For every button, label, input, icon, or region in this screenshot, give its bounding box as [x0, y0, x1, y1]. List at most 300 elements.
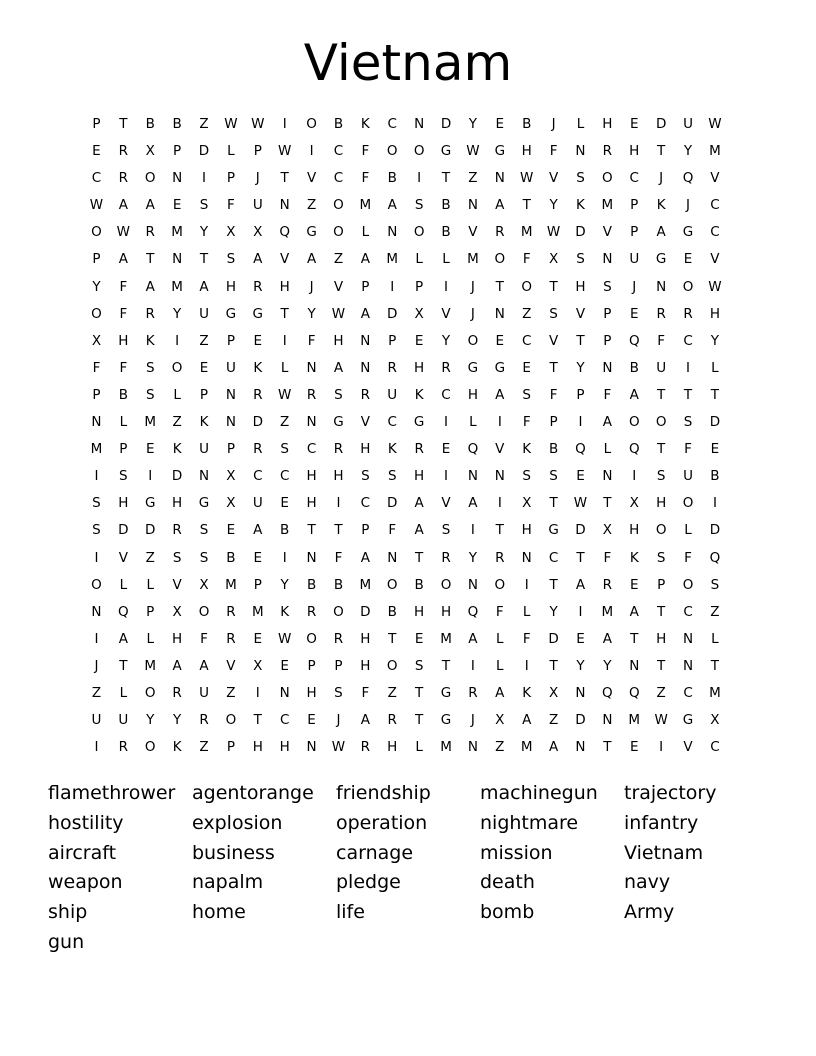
- grid-letter: T: [199, 251, 209, 268]
- grid-letter: T: [388, 630, 397, 647]
- grid-letter: L: [227, 143, 235, 160]
- grid-letter: W: [708, 116, 722, 132]
- grid-letter: A: [360, 549, 370, 566]
- grid-letter: A: [522, 712, 532, 729]
- grid-letter: V: [172, 576, 182, 593]
- grid-letter: Z: [333, 251, 344, 268]
- grid-letter: M: [171, 278, 183, 295]
- grid-letter: K: [522, 441, 532, 458]
- grid-letter: V: [441, 495, 451, 512]
- grid-letter: F: [200, 630, 208, 647]
- grid-letter: T: [441, 170, 451, 187]
- word-list-item: navy: [624, 871, 671, 894]
- grid-letter: V: [360, 414, 370, 431]
- grid-letter: T: [549, 278, 558, 295]
- grid-letter: S: [656, 549, 666, 566]
- grid-letter: Y: [441, 332, 451, 349]
- grid-letter: T: [576, 332, 585, 349]
- grid-letter: V: [710, 251, 720, 268]
- grid-letter: A: [360, 251, 370, 268]
- grid-letter: E: [226, 522, 236, 539]
- grid-letter: W: [331, 739, 346, 756]
- grid-letter: O: [225, 712, 237, 729]
- grid-letter: Z: [172, 414, 182, 431]
- grid-letter: Y: [307, 305, 316, 322]
- grid-letter: T: [522, 197, 531, 214]
- grid-letter: E: [576, 630, 585, 647]
- grid-letter: A: [602, 414, 612, 431]
- grid-letter: G: [440, 712, 452, 729]
- grid-letter: W: [278, 630, 292, 647]
- grid-letter: B: [414, 576, 424, 593]
- grid-letter: V: [118, 549, 128, 566]
- grid-letter: S: [145, 359, 155, 376]
- grid-letter: F: [334, 549, 343, 566]
- grid-letter: Y: [146, 712, 155, 729]
- grid-letter: Q: [118, 603, 129, 620]
- grid-letter: E: [576, 468, 585, 485]
- grid-letter: O: [386, 576, 398, 593]
- grid-letter: S: [199, 197, 209, 214]
- grid-letter: Q: [709, 549, 721, 566]
- grid-letter: H: [306, 684, 317, 701]
- grid-letter: Q: [682, 170, 694, 187]
- grid-letter: T: [415, 712, 424, 729]
- grid-letter: C: [333, 170, 344, 187]
- grid-letter: N: [172, 251, 183, 268]
- grid-letter: I: [632, 468, 637, 485]
- grid-letter: W: [251, 116, 265, 132]
- grid-letter: H: [172, 630, 183, 647]
- grid-letter: W: [546, 224, 561, 241]
- grid-letter: R: [441, 359, 451, 376]
- grid-letter: S: [119, 468, 128, 485]
- grid-letter: C: [710, 197, 720, 214]
- grid-letter: T: [549, 495, 558, 512]
- grid-letter: O: [91, 224, 102, 241]
- grid-letter: V: [495, 441, 505, 458]
- grid-letter: X: [548, 251, 559, 268]
- grid-letter: I: [148, 468, 153, 485]
- grid-letter: W: [89, 197, 104, 214]
- grid-letter: M: [144, 414, 157, 431]
- grid-letter: I: [524, 576, 529, 593]
- grid-letter: N: [306, 414, 317, 431]
- grid-letter: P: [92, 116, 101, 132]
- grid-letter: A: [414, 522, 424, 539]
- grid-letter: V: [548, 332, 559, 349]
- word-list-item: mission: [480, 841, 553, 864]
- grid-letter: H: [414, 603, 425, 620]
- grid-letter: W: [708, 278, 722, 295]
- grid-letter: A: [118, 251, 128, 268]
- grid-letter: A: [145, 278, 155, 295]
- grid-letter: G: [440, 684, 452, 701]
- grid-letter: L: [496, 657, 504, 674]
- grid-letter: F: [522, 414, 531, 431]
- grid-letter: D: [575, 712, 586, 729]
- grid-letter: A: [172, 657, 182, 674]
- grid-letter: B: [710, 468, 720, 485]
- grid-letter: B: [387, 603, 397, 620]
- grid-letter: S: [576, 170, 585, 187]
- grid-letter: E: [522, 359, 531, 376]
- grid-letter: E: [495, 116, 505, 132]
- grid-letter: M: [225, 576, 237, 593]
- grid-letter: R: [468, 684, 478, 701]
- grid-letter: X: [226, 468, 236, 485]
- word-list: [48, 779, 768, 958]
- grid-letter: P: [630, 197, 639, 214]
- grid-letter: F: [603, 386, 612, 403]
- grid-letter: P: [92, 386, 101, 403]
- grid-letter: B: [441, 197, 451, 214]
- grid-letter: D: [709, 414, 721, 431]
- grid-letter: I: [282, 116, 287, 132]
- grid-letter: I: [202, 170, 206, 187]
- grid-letter: L: [119, 576, 128, 593]
- grid-letter: D: [145, 522, 156, 539]
- grid-letter: P: [361, 522, 370, 539]
- grid-letter: Z: [548, 712, 559, 729]
- grid-letter: P: [92, 251, 101, 268]
- grid-letter: I: [282, 332, 287, 349]
- grid-letter: D: [548, 630, 559, 647]
- grid-letter: I: [444, 278, 449, 295]
- grid-letter: E: [629, 576, 639, 593]
- grid-letter: U: [683, 116, 693, 132]
- grid-letter: P: [226, 332, 235, 349]
- grid-letter: R: [226, 603, 236, 620]
- grid-letter: S: [522, 468, 531, 485]
- grid-letter: W: [278, 386, 292, 403]
- grid-letter: R: [253, 386, 263, 403]
- grid-letter: R: [495, 549, 505, 566]
- grid-letter: E: [495, 332, 505, 349]
- grid-letter: V: [306, 170, 317, 187]
- grid-letter: O: [144, 170, 156, 187]
- grid-letter: N: [306, 739, 317, 756]
- grid-letter: Z: [199, 739, 209, 756]
- grid-letter: R: [656, 305, 666, 322]
- grid-letter: N: [467, 468, 478, 485]
- grid-letter: M: [601, 197, 614, 214]
- grid-letter: I: [470, 657, 475, 674]
- grid-letter: A: [253, 251, 263, 268]
- grid-letter: U: [387, 386, 398, 403]
- grid-letter: L: [173, 386, 181, 403]
- grid-letter: D: [709, 522, 721, 539]
- grid-letter: A: [468, 495, 478, 512]
- grid-letter: E: [414, 630, 424, 647]
- grid-letter: I: [175, 332, 180, 349]
- grid-letter: J: [255, 170, 260, 187]
- grid-letter: R: [387, 359, 397, 376]
- grid-letter: Y: [468, 549, 478, 566]
- grid-letter: P: [253, 143, 262, 160]
- grid-letter: D: [575, 224, 586, 241]
- grid-letter: F: [388, 522, 397, 539]
- grid-letter: N: [225, 386, 236, 403]
- grid-letter: A: [253, 522, 263, 539]
- grid-letter: T: [495, 278, 504, 295]
- grid-letter: H: [387, 739, 398, 756]
- grid-letter: O: [91, 576, 102, 593]
- grid-letter: M: [709, 143, 721, 160]
- grid-letter: U: [683, 468, 693, 485]
- grid-letter: X: [414, 305, 424, 322]
- word-list-item: machinegun: [480, 782, 598, 804]
- grid-letter: F: [549, 386, 558, 403]
- grid-letter: V: [226, 657, 236, 674]
- grid-letter: J: [470, 712, 475, 729]
- grid-letter: S: [145, 386, 155, 403]
- grid-letter: K: [280, 603, 290, 620]
- grid-letter: W: [573, 495, 588, 512]
- grid-letter: C: [253, 468, 263, 485]
- grid-letter: H: [521, 143, 532, 160]
- grid-letter: X: [602, 522, 612, 539]
- grid-letter: A: [360, 305, 370, 322]
- grid-letter: W: [278, 143, 292, 160]
- grid-letter: L: [442, 251, 450, 268]
- grid-letter: S: [549, 468, 558, 485]
- grid-letter: I: [255, 684, 260, 701]
- grid-letter: R: [360, 739, 371, 756]
- grid-letter: Z: [387, 684, 397, 701]
- grid-letter: I: [659, 739, 664, 756]
- grid-letter: H: [118, 495, 129, 512]
- grid-letter: I: [94, 549, 99, 566]
- word-list-item: life: [336, 901, 365, 924]
- grid-letter: U: [252, 197, 263, 214]
- grid-letter: P: [253, 576, 262, 593]
- grid-letter: X: [495, 712, 505, 729]
- grid-letter: Q: [467, 603, 479, 620]
- grid-letter: J: [659, 170, 664, 187]
- grid-letter: V: [280, 251, 290, 268]
- grid-letter: Z: [656, 684, 666, 701]
- grid-letter: R: [199, 712, 209, 729]
- grid-letter: I: [94, 739, 99, 756]
- word-list-item: home: [192, 901, 246, 924]
- grid-letter: Y: [576, 657, 585, 674]
- grid-letter: G: [494, 359, 506, 376]
- grid-letter: Z: [495, 739, 505, 756]
- grid-letter: N: [629, 657, 640, 674]
- grid-letter: P: [226, 170, 235, 187]
- grid-letter: K: [576, 197, 585, 214]
- grid-letter: G: [252, 305, 264, 322]
- word-list-item: bomb: [480, 901, 535, 924]
- grid-letter: X: [91, 332, 102, 349]
- grid-letter: A: [629, 603, 639, 620]
- grid-letter: S: [92, 522, 101, 539]
- grid-letter: A: [199, 278, 209, 295]
- grid-letter: S: [387, 468, 397, 485]
- grid-letter: R: [306, 386, 317, 403]
- grid-letter: V: [548, 170, 559, 187]
- grid-letter: H: [360, 657, 371, 674]
- grid-letter: H: [414, 359, 425, 376]
- grid-letter: H: [360, 441, 371, 458]
- grid-letter: A: [360, 712, 370, 729]
- grid-letter: P: [119, 441, 128, 458]
- grid-letter: T: [657, 386, 666, 403]
- grid-letter: O: [440, 576, 452, 593]
- grid-letter: Z: [710, 603, 720, 620]
- grid-letter: J: [470, 278, 475, 295]
- grid-letter: E: [92, 143, 101, 160]
- grid-letter: G: [548, 522, 559, 539]
- grid-letter: P: [603, 332, 612, 349]
- grid-letter: K: [253, 359, 263, 376]
- grid-letter: O: [386, 143, 398, 160]
- grid-letter: O: [91, 305, 102, 322]
- grid-letter: K: [656, 197, 666, 214]
- grid-letter: R: [360, 386, 371, 403]
- grid-letter: L: [361, 224, 370, 241]
- grid-letter: R: [306, 603, 317, 620]
- grid-letter: U: [91, 712, 102, 729]
- grid-letter: I: [444, 468, 449, 485]
- word-list-item: flamethrower: [48, 782, 176, 804]
- grid-letter: E: [414, 332, 424, 349]
- grid-letter: E: [710, 441, 720, 458]
- grid-letter: I: [417, 170, 422, 187]
- grid-letter: R: [253, 278, 263, 295]
- grid-letter: G: [413, 414, 425, 431]
- grid-letter: Q: [279, 224, 290, 241]
- grid-letter: C: [548, 549, 559, 566]
- grid-letter: A: [199, 657, 209, 674]
- grid-letter: G: [144, 495, 156, 512]
- grid-letter: K: [172, 739, 182, 756]
- grid-letter: M: [628, 712, 641, 729]
- grid-letter: O: [628, 414, 640, 431]
- grid-letter: O: [306, 630, 317, 647]
- grid-letter: T: [683, 386, 693, 403]
- grid-letter: S: [334, 684, 343, 701]
- grid-letter: M: [251, 603, 264, 620]
- grid-letter: N: [414, 116, 425, 132]
- grid-letter: D: [118, 522, 129, 539]
- word-list-item: explosion: [192, 811, 283, 834]
- grid-letter: W: [466, 143, 480, 160]
- grid-letter: A: [118, 630, 128, 647]
- word-list-item: operation: [336, 811, 428, 834]
- grid-letter: E: [199, 359, 209, 376]
- grid-letter: S: [414, 657, 424, 674]
- grid-letter: S: [603, 278, 612, 295]
- grid-letter: L: [415, 739, 423, 756]
- grid-letter: B: [629, 359, 639, 376]
- grid-letter: T: [119, 657, 128, 674]
- grid-letter: V: [333, 278, 344, 295]
- grid-letter: T: [576, 549, 585, 566]
- grid-letter: G: [682, 712, 694, 729]
- grid-letter: G: [225, 305, 237, 322]
- grid-letter: X: [199, 576, 209, 593]
- grid-letter: I: [336, 495, 341, 512]
- grid-letter: H: [629, 522, 640, 539]
- grid-letter: N: [575, 143, 586, 160]
- grid-letter: R: [333, 441, 344, 458]
- grid-letter: A: [145, 197, 155, 214]
- grid-letter: N: [467, 197, 478, 214]
- grid-letter: X: [145, 143, 155, 160]
- grid-letter: A: [495, 684, 505, 701]
- grid-letter: O: [333, 603, 344, 620]
- grid-letter: Q: [628, 684, 640, 701]
- grid-letter: F: [684, 549, 692, 566]
- grid-letter: E: [253, 549, 263, 566]
- grid-letter: M: [440, 739, 452, 756]
- grid-letter: R: [118, 170, 129, 187]
- grid-letter: D: [575, 522, 586, 539]
- grid-letter: E: [253, 332, 263, 349]
- grid-letter: Y: [172, 712, 182, 729]
- grid-letter: M: [709, 684, 721, 701]
- grid-letter: Y: [280, 576, 289, 593]
- grid-letter: P: [415, 278, 424, 295]
- grid-letter: H: [602, 116, 613, 132]
- grid-letter: T: [253, 712, 262, 729]
- puzzle-title: Vietnam: [303, 34, 513, 92]
- grid-letter: F: [361, 170, 370, 187]
- grid-letter: L: [522, 603, 531, 620]
- grid-letter: L: [119, 414, 128, 431]
- grid-letter: I: [578, 603, 583, 620]
- grid-letter: H: [360, 630, 371, 647]
- grid-letter: R: [387, 712, 397, 729]
- grid-letter: R: [253, 441, 263, 458]
- grid-letter: R: [414, 441, 424, 458]
- grid-letter: O: [655, 522, 667, 539]
- grid-letter: H: [225, 278, 236, 295]
- grid-letter: C: [91, 170, 102, 187]
- grid-letter: O: [333, 224, 344, 241]
- grid-letter: C: [710, 739, 720, 756]
- grid-letter: Y: [603, 657, 612, 674]
- grid-letter: L: [146, 630, 154, 647]
- grid-letter: Y: [710, 332, 720, 349]
- grid-letter: S: [522, 386, 531, 403]
- grid-letter: L: [711, 359, 719, 376]
- word-list-item: nightmare: [480, 811, 579, 834]
- grid-letter: Z: [91, 684, 102, 701]
- grid-letter: F: [361, 684, 370, 701]
- grid-letter: Z: [199, 116, 209, 132]
- word-list-item: gun: [48, 930, 85, 953]
- grid-letter: O: [333, 197, 344, 214]
- grid-letter: U: [629, 251, 640, 268]
- grid-letter: T: [549, 576, 558, 593]
- grid-letter: H: [333, 468, 344, 485]
- grid-letter: I: [497, 414, 502, 431]
- grid-letter: O: [413, 143, 425, 160]
- grid-letter: N: [602, 468, 613, 485]
- grid-letter: A: [575, 576, 586, 593]
- grid-letter: M: [386, 251, 399, 268]
- grid-letter: R: [145, 305, 155, 322]
- grid-letter: N: [602, 251, 613, 268]
- grid-letter: M: [440, 630, 452, 647]
- word-list-item: carnage: [336, 841, 414, 864]
- grid-letter: K: [629, 549, 639, 566]
- grid-letter: S: [414, 197, 424, 214]
- grid-letter: J: [309, 278, 314, 295]
